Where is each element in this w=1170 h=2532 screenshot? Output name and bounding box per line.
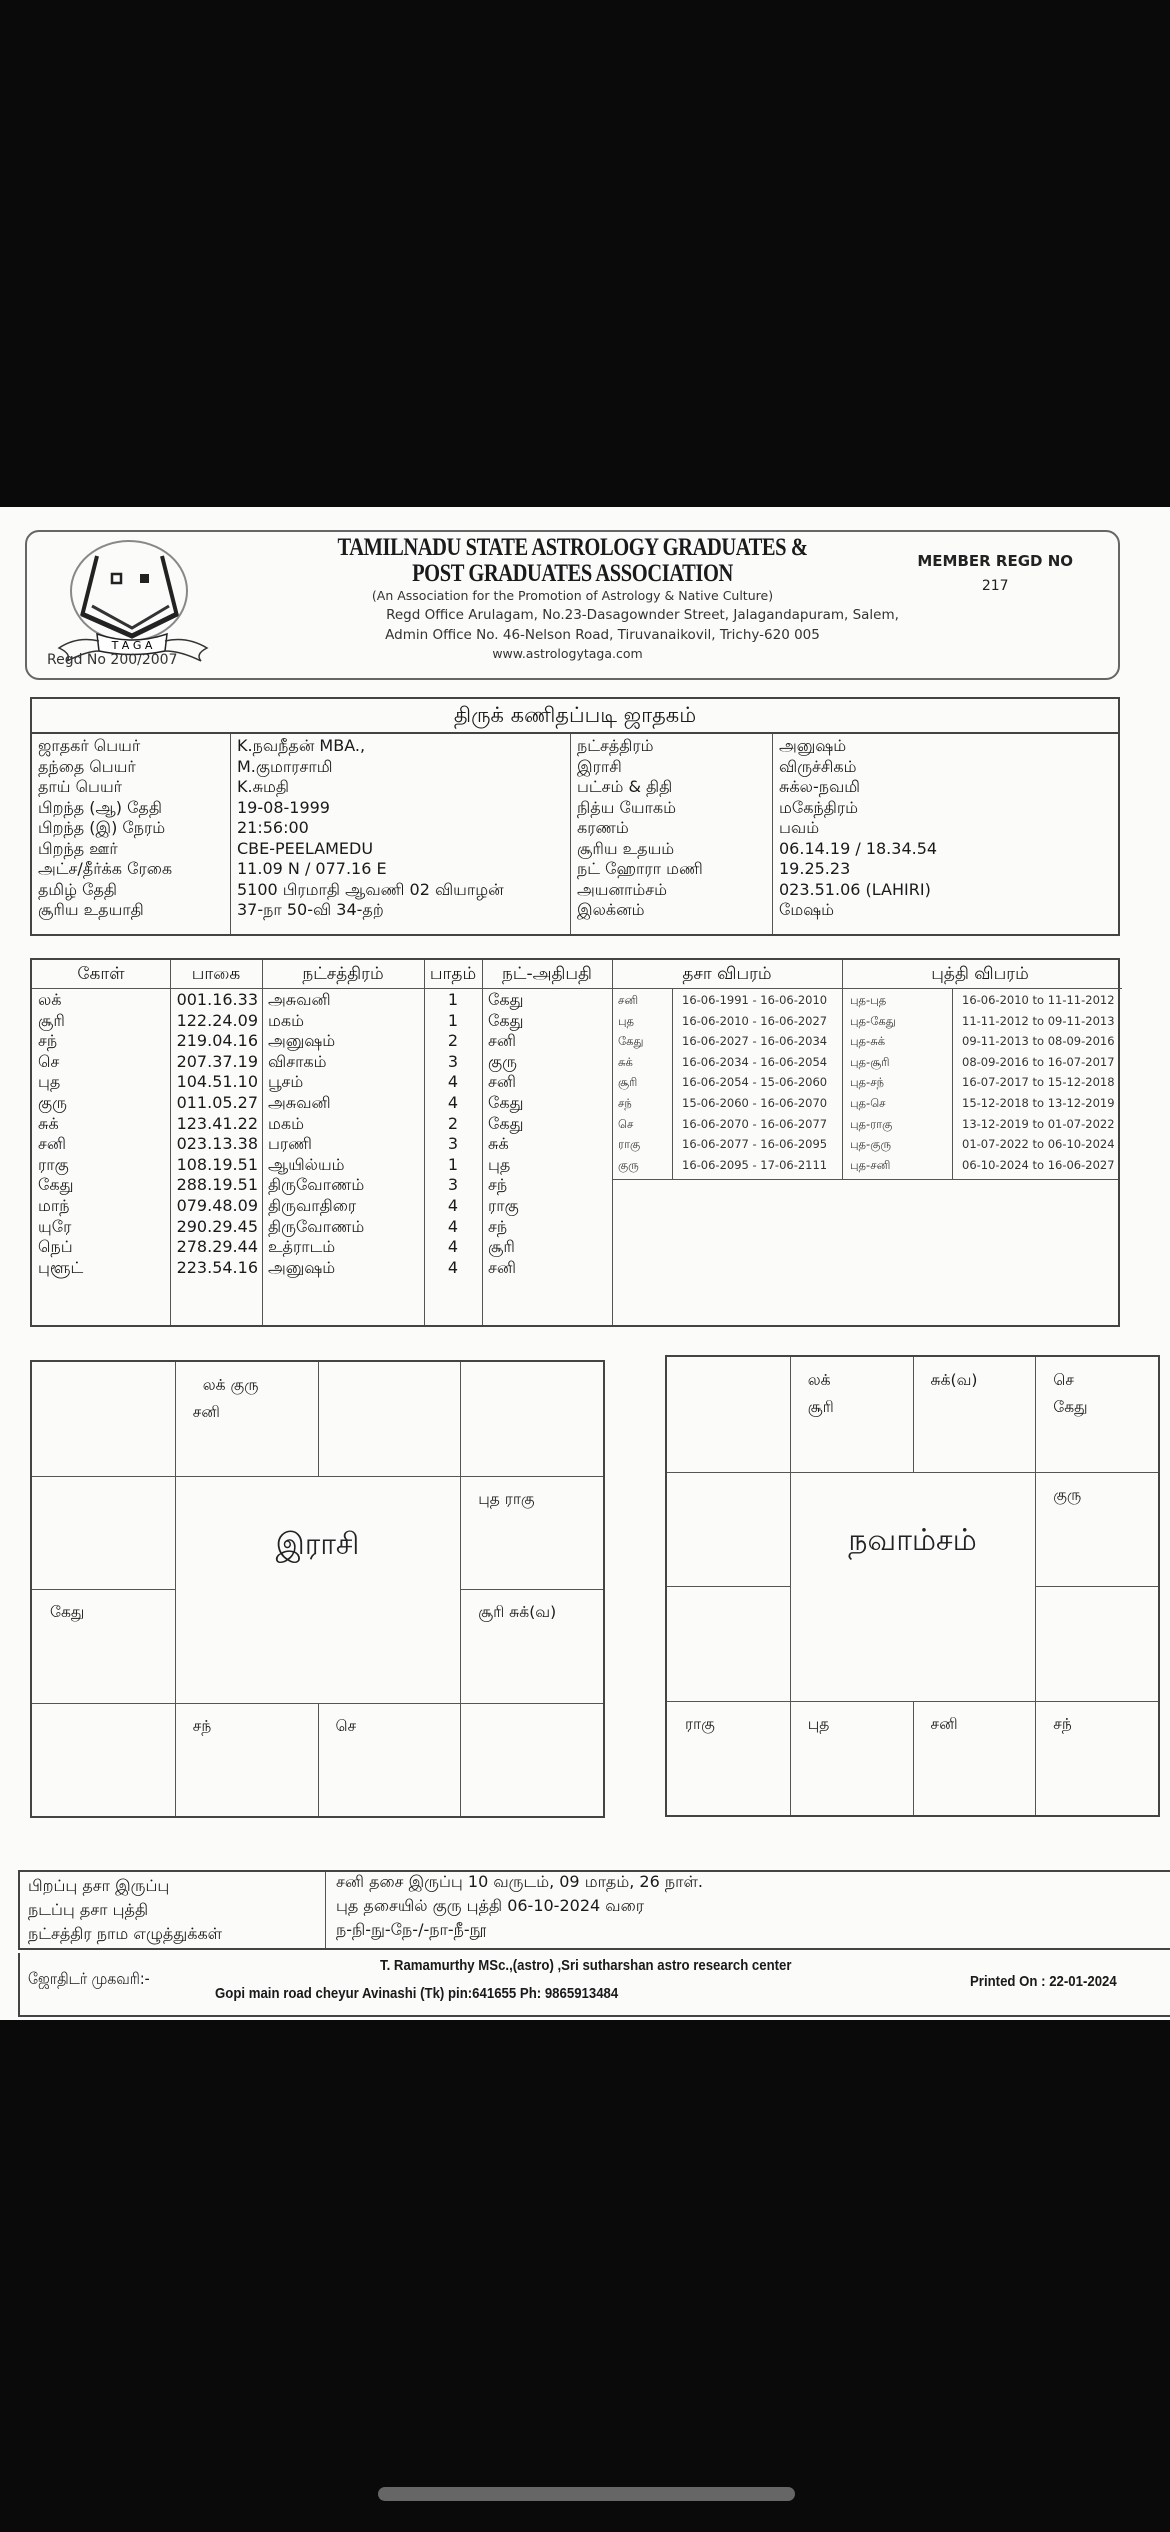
dasa-period: 15-06-2060 - 16-06-2070 [682, 1096, 828, 1110]
panchang-value: மகேந்திரம் [779, 797, 858, 817]
website-link[interactable]: www.astrologytaga.com [492, 646, 643, 661]
planet-degree: 122.24.09 [176, 1010, 258, 1030]
panchang-value: விருச்சிகம் [779, 756, 857, 776]
planet-star-lord: சனி [488, 1031, 516, 1051]
planet-pada: 4 [447, 1237, 459, 1257]
dasa-summary [18, 1870, 1170, 1950]
chart-planet: சந் [1053, 1714, 1072, 1733]
planet-star-lord: சந் [488, 1216, 508, 1236]
dasa-lord: குரு [618, 1157, 639, 1172]
chart-planet: சந் [192, 1716, 212, 1735]
planet-star-lord: புத [488, 1154, 511, 1174]
panchang-label: நட்சத்திரம் [577, 736, 654, 755]
bhukti-period: 11-11-2012 to 09-11-2013 [962, 1013, 1115, 1028]
member-regd-label: MEMBER REGD NO [917, 552, 1073, 570]
detail-value: M.குமாரசாமி [237, 756, 333, 776]
chart-grid-line [32, 1589, 175, 1590]
planet-nakshatra: திருவாதிரை [268, 1196, 357, 1215]
birth-details-labels [32, 734, 230, 934]
birth-details-table [30, 732, 1120, 936]
association-header [25, 530, 1120, 680]
planet-name: சனி [38, 1134, 66, 1154]
planet-star-lord: கேது [488, 990, 524, 1009]
detail-label: பிறந்த (ஆ) தேதி [38, 797, 162, 817]
panchang-label: கரணம் [577, 818, 629, 837]
planet-nakshatra: ஆயில்யம் [268, 1154, 345, 1174]
planet-degree: 023.13.38 [176, 1134, 258, 1154]
rasi-chart [30, 1360, 605, 1818]
dasa-header: தசா விபரம் [682, 964, 772, 984]
planet-degree: 207.37.19 [176, 1051, 258, 1071]
dasa-lord: ராகு [618, 1137, 641, 1152]
planet-name: லக் [38, 990, 62, 1009]
table-divider [482, 960, 483, 1325]
bhukti-period: 16-07-2017 to 15-12-2018 [962, 1075, 1115, 1090]
horoscope-document [0, 507, 1170, 2020]
birth-dasa-label: பிறப்பு தசா இருப்பு [28, 1876, 170, 1895]
planet-degree: 290.29.45 [176, 1216, 258, 1236]
detail-value: 21:56:00 [237, 818, 309, 837]
bhukti-lord: புத-சந் [850, 1075, 884, 1090]
bhukti-period: 09-11-2013 to 08-09-2016 [962, 1034, 1115, 1049]
planet-pada: 1 [447, 1010, 459, 1030]
planet-degree: 219.04.16 [176, 1031, 258, 1051]
panchang-values [772, 734, 1118, 934]
bhukti-period: 16-06-2010 to 11-11-2012 [962, 993, 1115, 1007]
planet-degree: 001.16.33 [176, 990, 258, 1009]
regd-no: Regd No 200/2007 [47, 652, 178, 668]
dasa-period: 16-06-2095 - 17-06-2111 [682, 1157, 828, 1172]
detail-label: சூரிய உதயாதி [38, 900, 144, 919]
astrologer-address: Gopi main road cheyur Avinashi (Tk) pin:641655 Ph: 9865913484 [215, 1985, 619, 2002]
planet-dasa-table [30, 958, 1120, 1327]
birth-dasa-value: சனி தசை இருப்பு 10 வருடம், 09 மாதம், 26 நாள். [336, 1872, 703, 1891]
planet-degree: 223.54.16 [176, 1257, 258, 1277]
planet-name: புளூட் [38, 1257, 84, 1277]
bhukti-period: 13-12-2019 to 01-07-2022 [962, 1116, 1115, 1131]
planet-pada: 4 [447, 1216, 459, 1236]
detail-value: CBE-PEELAMEDU [237, 838, 374, 858]
table-divider [32, 988, 1122, 989]
dasa-period: 16-06-2070 - 16-06-2077 [682, 1116, 828, 1131]
dasa-period: 16-06-1991 - 16-06-2010 [682, 993, 828, 1007]
bhukti-period: 08-09-2016 to 16-07-2017 [962, 1054, 1115, 1069]
planet-name: சுக் [38, 1113, 59, 1133]
planet-table-header: நட்-அதிபதி [502, 964, 592, 984]
planet-nakshatra: அனுஷம் [268, 1031, 336, 1051]
planet-degree: 079.48.09 [176, 1196, 258, 1215]
planet-star-lord: ராகு [488, 1196, 519, 1215]
table-divider [612, 1179, 1118, 1180]
astrologer-label: ஜோதிடர் முகவரி:- [28, 1969, 150, 1988]
chart-planet: புத [807, 1714, 830, 1733]
dasa-lord: சந் [618, 1096, 632, 1110]
planet-name: கேது [38, 1175, 74, 1195]
panchang-label: அயனாம்சம் [577, 879, 667, 899]
name-letters-label: நட்சத்திர நாம எழுத்துக்கள் [28, 1924, 223, 1943]
current-dasa-label: நடப்பு தசா புத்தி [28, 1900, 149, 1919]
navamsa-chart [665, 1355, 1160, 1817]
regd-office: Regd Office Arulagam, No.23-Dasagownder Street, Jalagandapuram, Salem, [386, 607, 899, 623]
astrologer-name: T. Ramamurthy MSc.,(astro) ,Sri sutharshan astro research center [380, 1957, 792, 1974]
dasa-lord: கேது [618, 1034, 644, 1049]
planet-name: செ [38, 1051, 60, 1071]
chart-grid-line [460, 1589, 603, 1590]
panchang-value: 06.14.19 / 18.34.54 [779, 838, 938, 858]
dasa-period: 16-06-2027 - 16-06-2034 [682, 1034, 828, 1049]
planet-star-lord: சனி [488, 1072, 516, 1092]
planet-name: நெப் [38, 1237, 73, 1257]
planet-nakshatra: விசாகம் [268, 1051, 327, 1071]
table-divider [842, 988, 843, 1179]
chart-grid-line [667, 1586, 790, 1587]
planet-nakshatra: திருவோணம் [268, 1175, 365, 1195]
printed-on: Printed On : 22-01-2024 [970, 1973, 1117, 1990]
horoscope-title-text: திருக் கணிதப்படி ஜாதகம் [453, 703, 697, 727]
dasa-lord: சனி [618, 993, 639, 1007]
dasa-period: 16-06-2077 - 16-06-2095 [682, 1137, 828, 1152]
chart-grid-line [667, 1472, 1158, 1473]
planet-nakshatra: மகம் [268, 1113, 304, 1133]
planet-degree: 288.19.51 [176, 1175, 258, 1195]
planet-nakshatra: பரணி [268, 1134, 312, 1154]
chart-grid-line [913, 1357, 914, 1472]
dasa-lord: செ [618, 1116, 634, 1131]
chart-planet: சனி [192, 1403, 220, 1421]
planet-star-lord: சனி [488, 1257, 516, 1277]
dasa-lord: புத [618, 1013, 635, 1028]
chart-grid-line [318, 1703, 319, 1817]
birth-details-values [230, 734, 570, 934]
planet-name: சூரி [38, 1010, 65, 1030]
planet-name: சந் [38, 1031, 58, 1051]
current-dasa-value: புத தசையில் குரு புத்தி 06-10-2024 வரை [336, 1896, 644, 1915]
detail-label: தமிழ் தேதி [38, 879, 118, 899]
table-divider [672, 988, 673, 1179]
planet-star-lord: சூரி [488, 1237, 515, 1257]
chart-planet: சூரி சுக்(வ) [478, 1603, 557, 1621]
chart-grid-line [790, 1357, 791, 1815]
planet-table-header: கோள் [77, 964, 125, 984]
detail-label: அட்ச/தீர்க்க ரேகை [38, 859, 173, 878]
table-divider [612, 960, 613, 1325]
planet-pada: 1 [447, 1154, 459, 1174]
chart-planet: குரு [1053, 1485, 1082, 1504]
chart-planet: சூரி [807, 1398, 834, 1416]
panchang-label: சூரிய உதயம் [577, 838, 675, 858]
panchang-label: பட்சம் & திதி [577, 777, 673, 796]
detail-value: K.நவநீதன் MBA., [237, 736, 366, 755]
planet-table-header: நட்சத்திரம் [302, 964, 384, 984]
planet-star-lord: கேது [488, 1010, 524, 1030]
bhukti-lord: புத-சூரி [850, 1054, 890, 1069]
planet-name: யுரே [38, 1216, 72, 1236]
dasa-lord: சுக் [618, 1054, 633, 1069]
chart-planet: ராகு [685, 1714, 715, 1733]
table-divider [262, 960, 263, 1325]
detail-value: 5100 பிரமாதி ஆவணி 02 வியாழன் [237, 879, 504, 899]
planet-name: மாந் [38, 1196, 70, 1215]
panchang-value: மேஷம் [779, 900, 835, 919]
bhukti-lord: புத-புத [850, 993, 887, 1007]
bhukti-period: 06-10-2024 to 16-06-2027 [962, 1157, 1115, 1172]
planet-star-lord: குரு [488, 1051, 517, 1071]
planet-pada: 1 [447, 990, 459, 1009]
admin-office: Admin Office No. 46-Nelson Road, Tiruvanaikovil, Trichy-620 005 [385, 627, 820, 643]
planet-name: ராகு [38, 1154, 69, 1174]
planet-pada: 2 [447, 1113, 459, 1133]
panchang-label: இலக்னம் [577, 900, 645, 919]
bhukti-period: 15-12-2018 to 13-12-2019 [962, 1096, 1115, 1110]
planet-star-lord: சுக் [488, 1134, 509, 1154]
planet-pada: 3 [447, 1175, 459, 1195]
org-name-line1: TAMILNADU STATE ASTROLOGY GRADUATES & [337, 534, 808, 561]
chart-planet: செ [335, 1716, 357, 1735]
panchang-label: இராசி [577, 756, 622, 776]
chart-grid-line [318, 1362, 319, 1476]
bhukti-lord: புத-குரு [850, 1137, 892, 1152]
member-regd-value: 217 [981, 578, 1009, 594]
panchang-labels [570, 734, 772, 934]
planet-name: குரு [38, 1093, 67, 1112]
planet-name: புத [38, 1072, 61, 1092]
planet-nakshatra: திருவோணம் [268, 1216, 365, 1236]
planet-pada: 4 [447, 1257, 459, 1277]
planet-degree: 108.19.51 [176, 1154, 258, 1174]
dasa-period: 16-06-2034 - 16-06-2054 [682, 1054, 828, 1069]
planet-table-header: பாதம் [429, 964, 477, 984]
planet-pada: 2 [447, 1031, 459, 1051]
panchang-label: நட் ஹோரா மணி [577, 859, 703, 878]
planet-pada: 3 [447, 1051, 459, 1071]
bhukti-lord: புத-சுக் [850, 1034, 886, 1049]
planet-degree: 123.41.22 [176, 1113, 258, 1133]
planet-pada: 4 [447, 1072, 459, 1092]
detail-label: ஜாதகர் பெயர் [38, 736, 141, 755]
chart-planet: செ [1053, 1371, 1074, 1389]
chart-planet: லக் குரு [202, 1376, 259, 1394]
chart-planet: புத ராகு [478, 1489, 535, 1508]
planet-nakshatra: பூசம் [268, 1072, 304, 1092]
planet-star-lord: சந் [488, 1175, 508, 1195]
planet-pada: 3 [447, 1134, 459, 1154]
chart-grid-line [32, 1476, 603, 1477]
chart-planet: கேது [1053, 1398, 1088, 1416]
planet-pada: 4 [447, 1196, 459, 1215]
org-name-line2: POST GRADUATES ASSOCIATION [412, 560, 733, 587]
detail-label: தாய் பெயர் [38, 777, 123, 796]
name-letters-value: ந-நி-நு-நே-/-நா-நீ-நூ [336, 1920, 487, 1939]
bhukti-lord: புத-செ [850, 1096, 886, 1110]
astrologer-footer [18, 1953, 1170, 2017]
tagline: (An Association for the Promotion of Astrology & Native Culture) [371, 588, 774, 603]
planet-pada: 4 [447, 1093, 459, 1112]
detail-value: 11.09 N / 077.16 E [237, 859, 387, 878]
chart-grid-line [175, 1362, 176, 1816]
detail-label: தந்தை பெயர் [38, 756, 136, 776]
panchang-label: நித்ய யோகம் [577, 797, 677, 817]
dasa-period: 16-06-2010 - 16-06-2027 [682, 1013, 828, 1028]
home-indicator[interactable] [378, 2487, 795, 2501]
panchang-value: அனுஷம் [779, 736, 847, 755]
chart-planet: சனி [930, 1714, 958, 1733]
planet-nakshatra: அசுவனி [268, 990, 331, 1009]
member-regd [917, 552, 1073, 594]
panchang-value: பவம் [779, 818, 820, 837]
detail-label: பிறந்த ஊர் [38, 838, 118, 858]
chart-title: நவாம்சம் [848, 1523, 977, 1559]
planet-degree: 278.29.44 [176, 1237, 258, 1257]
detail-value: 19-08-1999 [237, 797, 330, 817]
svg-text:T A G A: T A G A [111, 639, 153, 652]
planet-degree: 011.05.27 [176, 1093, 258, 1112]
planet-nakshatra: அனுஷம் [268, 1257, 336, 1277]
bhukti-period: 01-07-2022 to 06-10-2024 [962, 1137, 1115, 1152]
planet-star-lord: கேது [488, 1113, 524, 1133]
chart-planet: கேது [50, 1603, 85, 1621]
bhukti-lord: புத-கேது [850, 1013, 896, 1028]
bhukti-header: புத்தி விபரம் [931, 964, 1029, 984]
chart-planet: லக் [807, 1371, 831, 1389]
bhukti-lord: புத-ராகு [850, 1116, 893, 1131]
panchang-value: 023.51.06 (LAHIRI) [779, 879, 931, 899]
chart-grid-line [913, 1701, 914, 1816]
detail-value: K.சுமதி [237, 777, 289, 796]
dasa-lord: சூரி [618, 1075, 638, 1090]
chart-title: இராசி [275, 1526, 360, 1562]
detail-value: 37-நா 50-வி 34-தற் [237, 900, 384, 919]
table-divider [952, 988, 953, 1179]
chart-grid-line [1035, 1586, 1158, 1587]
planet-nakshatra: உத்ராடம் [268, 1237, 336, 1257]
chart-planet: சுக்(வ) [930, 1371, 978, 1389]
planet-star-lord: கேது [488, 1093, 524, 1112]
dasa-period: 16-06-2054 - 15-06-2060 [682, 1075, 828, 1090]
planet-nakshatra: மகம் [268, 1010, 304, 1030]
planet-degree: 104.51.10 [176, 1072, 258, 1092]
bhukti-lord: புத-சனி [850, 1157, 891, 1172]
detail-label: பிறந்த (இ) நேரம் [38, 818, 166, 837]
planet-nakshatra: அசுவனி [268, 1093, 331, 1112]
divider [325, 1872, 326, 1948]
panchang-value: 19.25.23 [779, 859, 851, 878]
panchang-value: சுக்ல-நவமி [779, 777, 861, 796]
horoscope-title [30, 697, 1120, 733]
planet-table-header: பாகை [191, 964, 241, 984]
